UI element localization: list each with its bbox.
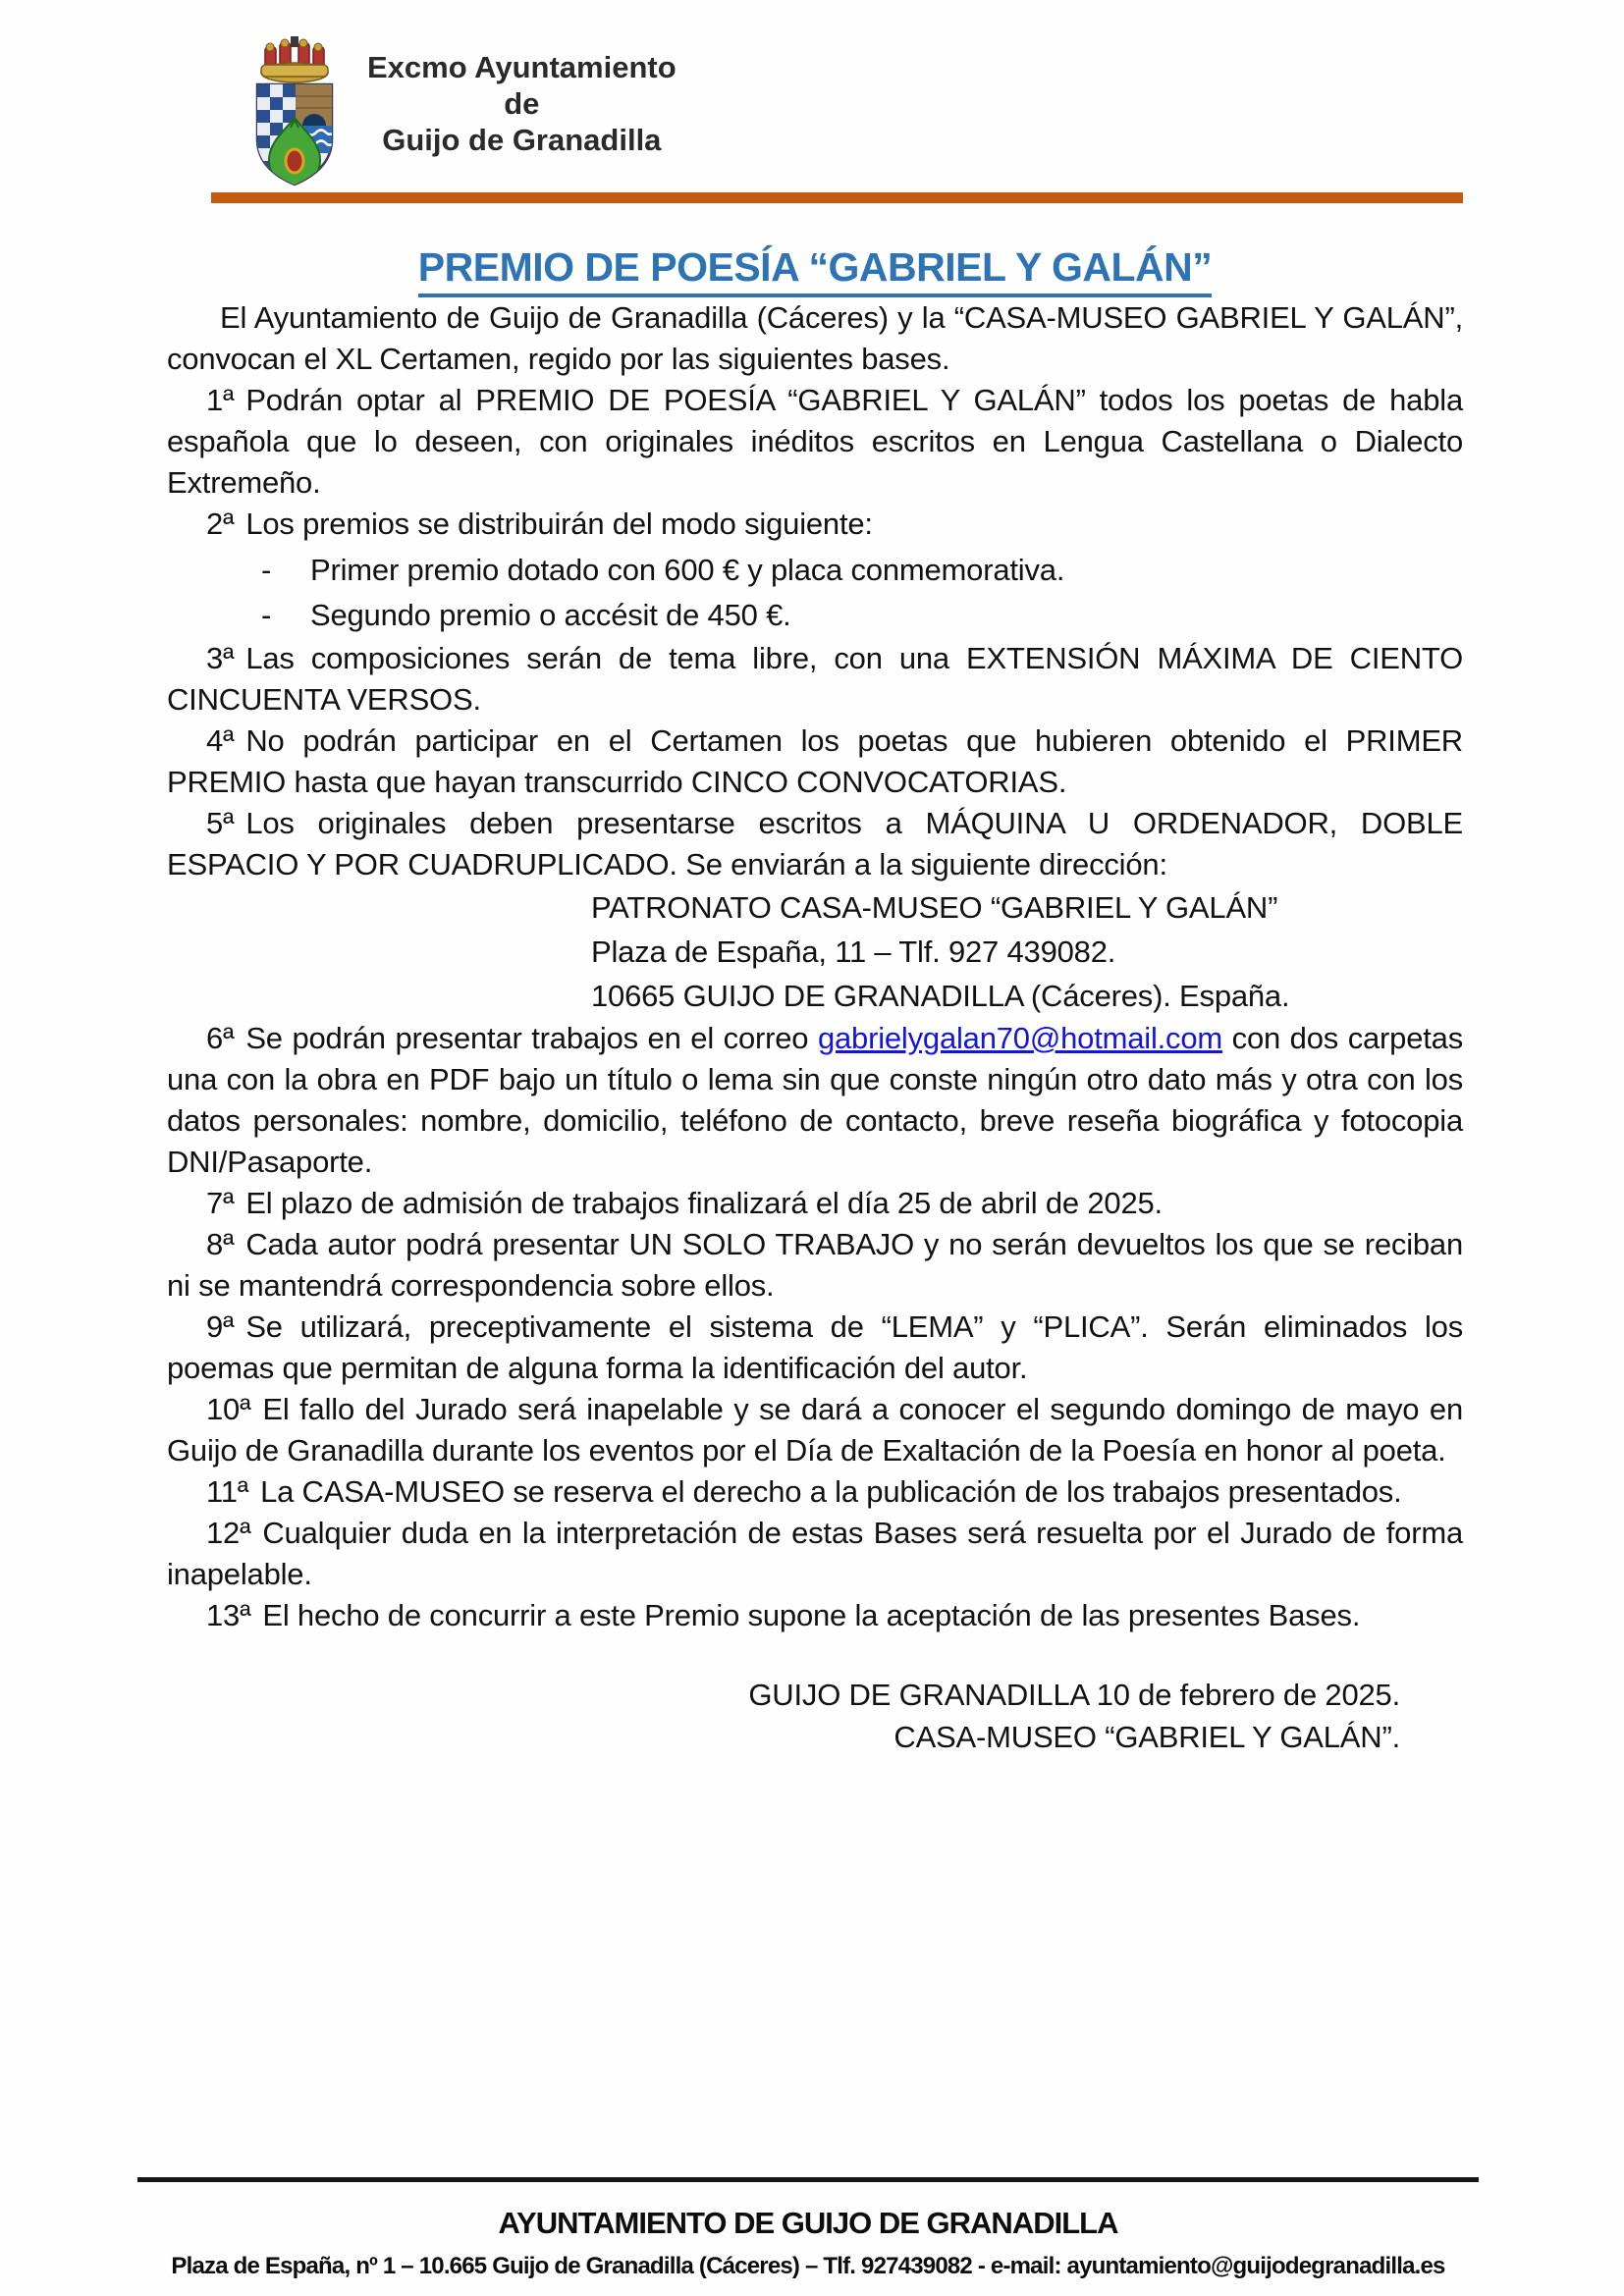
- clause-11: [167, 1471, 1463, 1513]
- address-line-3: 10665 GUIJO DE GRANADILLA (Cáceres). España.: [591, 979, 1290, 1013]
- clause-3-text: Las composiciones serán de tema libre, con una EXTENSIÓN MÁXIMA DE CIENTO CINCUENTA VERSOS.: [167, 641, 1463, 717]
- dash-marker: -: [261, 598, 272, 632]
- second-prize-text: Segundo premio o accésit de 450 €.: [310, 598, 791, 632]
- clause-6-text-after: con dos carpetas una con la obra en PDF bajo un título o lema sin que conste ningún otro dato más y otra con los datos personales: nombre, domicilio, teléfono de contacto, breve reseña biográfica y fotocopia DNI/Pasaporte.: [167, 1021, 1463, 1179]
- clause-6-number: 6ª: [206, 1021, 235, 1055]
- municipal-crest-icon: [247, 33, 342, 193]
- letterhead: [247, 33, 1463, 190]
- email-link[interactable]: gabrielygalan70@hotmail.com: [817, 1021, 1223, 1055]
- clause-13: [167, 1595, 1463, 1636]
- clause-10: [167, 1389, 1463, 1471]
- clause-8: [167, 1224, 1463, 1307]
- signature-entity: CASA-MUSEO “GABRIEL Y GALÁN”.: [893, 1720, 1400, 1754]
- organization-name: [367, 49, 677, 158]
- clause-2-number: 2ª: [206, 507, 235, 541]
- clause-11-text: La CASA-MUSEO se reserva el derecho a la publicación de los trabajos presentados.: [260, 1474, 1402, 1509]
- clause-5-text: Los originales deben presentarse escritos a MÁQUINA U ORDENADOR, DOBLE ESPACIO Y POR CUADRUPLICADO. Se enviarán a la siguiente dirección:: [167, 806, 1463, 881]
- clause-2: [167, 504, 1463, 545]
- org-line-2: de: [504, 86, 540, 121]
- clause-13-text: El hecho de concurrir a este Premio supone la aceptación de las presentes Bases.: [262, 1598, 1361, 1632]
- clause-7: [167, 1183, 1463, 1224]
- page-footer: [137, 2177, 1479, 2280]
- signature-block: [167, 1674, 1463, 1758]
- clause-3: [167, 638, 1463, 721]
- address-line-1: PATRONATO CASA-MUSEO “GABRIEL Y GALÁN”: [591, 890, 1278, 925]
- clause-8-number: 8ª: [206, 1227, 235, 1261]
- first-prize-text: Primer premio dotado con 600 € y placa conmemorativa.: [310, 553, 1065, 587]
- clause-7-number: 7ª: [206, 1186, 235, 1220]
- org-line-3: Guijo de Granadilla: [382, 123, 662, 157]
- clause-1: [167, 380, 1463, 504]
- list-item: [261, 548, 1463, 593]
- clause-9-number: 9ª: [206, 1309, 235, 1344]
- address-line-2: Plaza de España, 11 – Tlf. 927 439082.: [591, 934, 1116, 969]
- clause-2-text: Los premios se distribuirán del modo siguiente:: [245, 507, 873, 541]
- clause-12-text: Cualquier duda en la interpretación de estas Bases será resuelta por el Jurado de forma inapelable.: [167, 1516, 1463, 1591]
- page-title: PREMIO DE POESÍA “GABRIEL Y GALÁN”: [418, 244, 1212, 297]
- footer-org-title: AYUNTAMIENTO DE GUIJO DE GRANADILLA: [498, 2206, 1118, 2240]
- clause-10-text: El fallo del Jurado será inapelable y se dará a conocer el segundo domingo de mayo en Guijo de Granadilla durante los eventos por el Día de Exaltación de la Poesía en honor al poeta.: [167, 1392, 1463, 1468]
- clause-4: [167, 721, 1463, 803]
- intro-paragraph: El Ayuntamiento de Guijo de Granadilla (Cáceres) y la “CASA-MUSEO GABRIEL Y GALÁN”, convocan el XL Certamen, regido por las siguientes bases.: [167, 300, 1463, 376]
- title-block: [167, 244, 1463, 297]
- org-line-1: Excmo Ayuntamiento: [367, 50, 677, 84]
- signature-place-date: GUIJO DE GRANADILLA 10 de febrero de 2025.: [748, 1678, 1400, 1712]
- clause-9: [167, 1307, 1463, 1389]
- footer-contact-line: Plaza de España, nº 1 – 10.665 Guijo de Granadilla (Cáceres) – Tlf. 927439082 - e-mail: ayuntamiento@guijodegranadilla.es: [171, 2253, 1445, 2279]
- clause-5-number: 5ª: [206, 806, 235, 840]
- clause-4-text: No podrán participar en el Certamen los poetas que hubieren obtenido el PRIMER PREMIO hasta que hayan transcurrido CINCO CONVOCATORIAS.: [167, 723, 1463, 799]
- clause-1-number: 1ª: [206, 383, 235, 417]
- postal-address-block: [591, 885, 1463, 1018]
- clause-6-text-before: Se podrán presentar trabajos en el correo: [245, 1021, 818, 1055]
- clause-3-number: 3ª: [206, 641, 235, 675]
- footer-divider: [137, 2177, 1479, 2182]
- clause-12-number: 12ª: [206, 1516, 251, 1550]
- clause-10-number: 10ª: [206, 1392, 251, 1426]
- list-item: [261, 593, 1463, 638]
- clause-11-number: 11ª: [206, 1474, 249, 1509]
- clause-9-text: Se utilizará, preceptivamente el sistema de “LEMA” y “PLICA”. Serán eliminados los poemas que permitan de alguna forma la identificación del autor.: [167, 1309, 1463, 1385]
- dash-marker: -: [261, 553, 272, 587]
- clause-5: [167, 803, 1463, 885]
- header-divider: [211, 192, 1463, 203]
- clause-7-text: El plazo de admisión de trabajos finalizará el día 25 de abril de 2025.: [245, 1186, 1163, 1220]
- clause-6: [167, 1018, 1463, 1183]
- clause-4-number: 4ª: [206, 723, 235, 758]
- clause-13-number: 13ª: [206, 1598, 251, 1632]
- clause-1-text: Podrán optar al PREMIO DE POESÍA “GABRIEL Y GALÁN” todos los poetas de habla española que lo deseen, con originales inéditos escritos en Lengua Castellana o Dialecto Extremeño.: [167, 383, 1463, 500]
- prize-list: [167, 548, 1463, 638]
- clause-8-text: Cada autor podrá presentar UN SOLO TRABAJO y no serán devueltos los que se reciban ni se mantendrá correspondencia sobre ellos.: [167, 1227, 1463, 1303]
- clause-12: [167, 1513, 1463, 1595]
